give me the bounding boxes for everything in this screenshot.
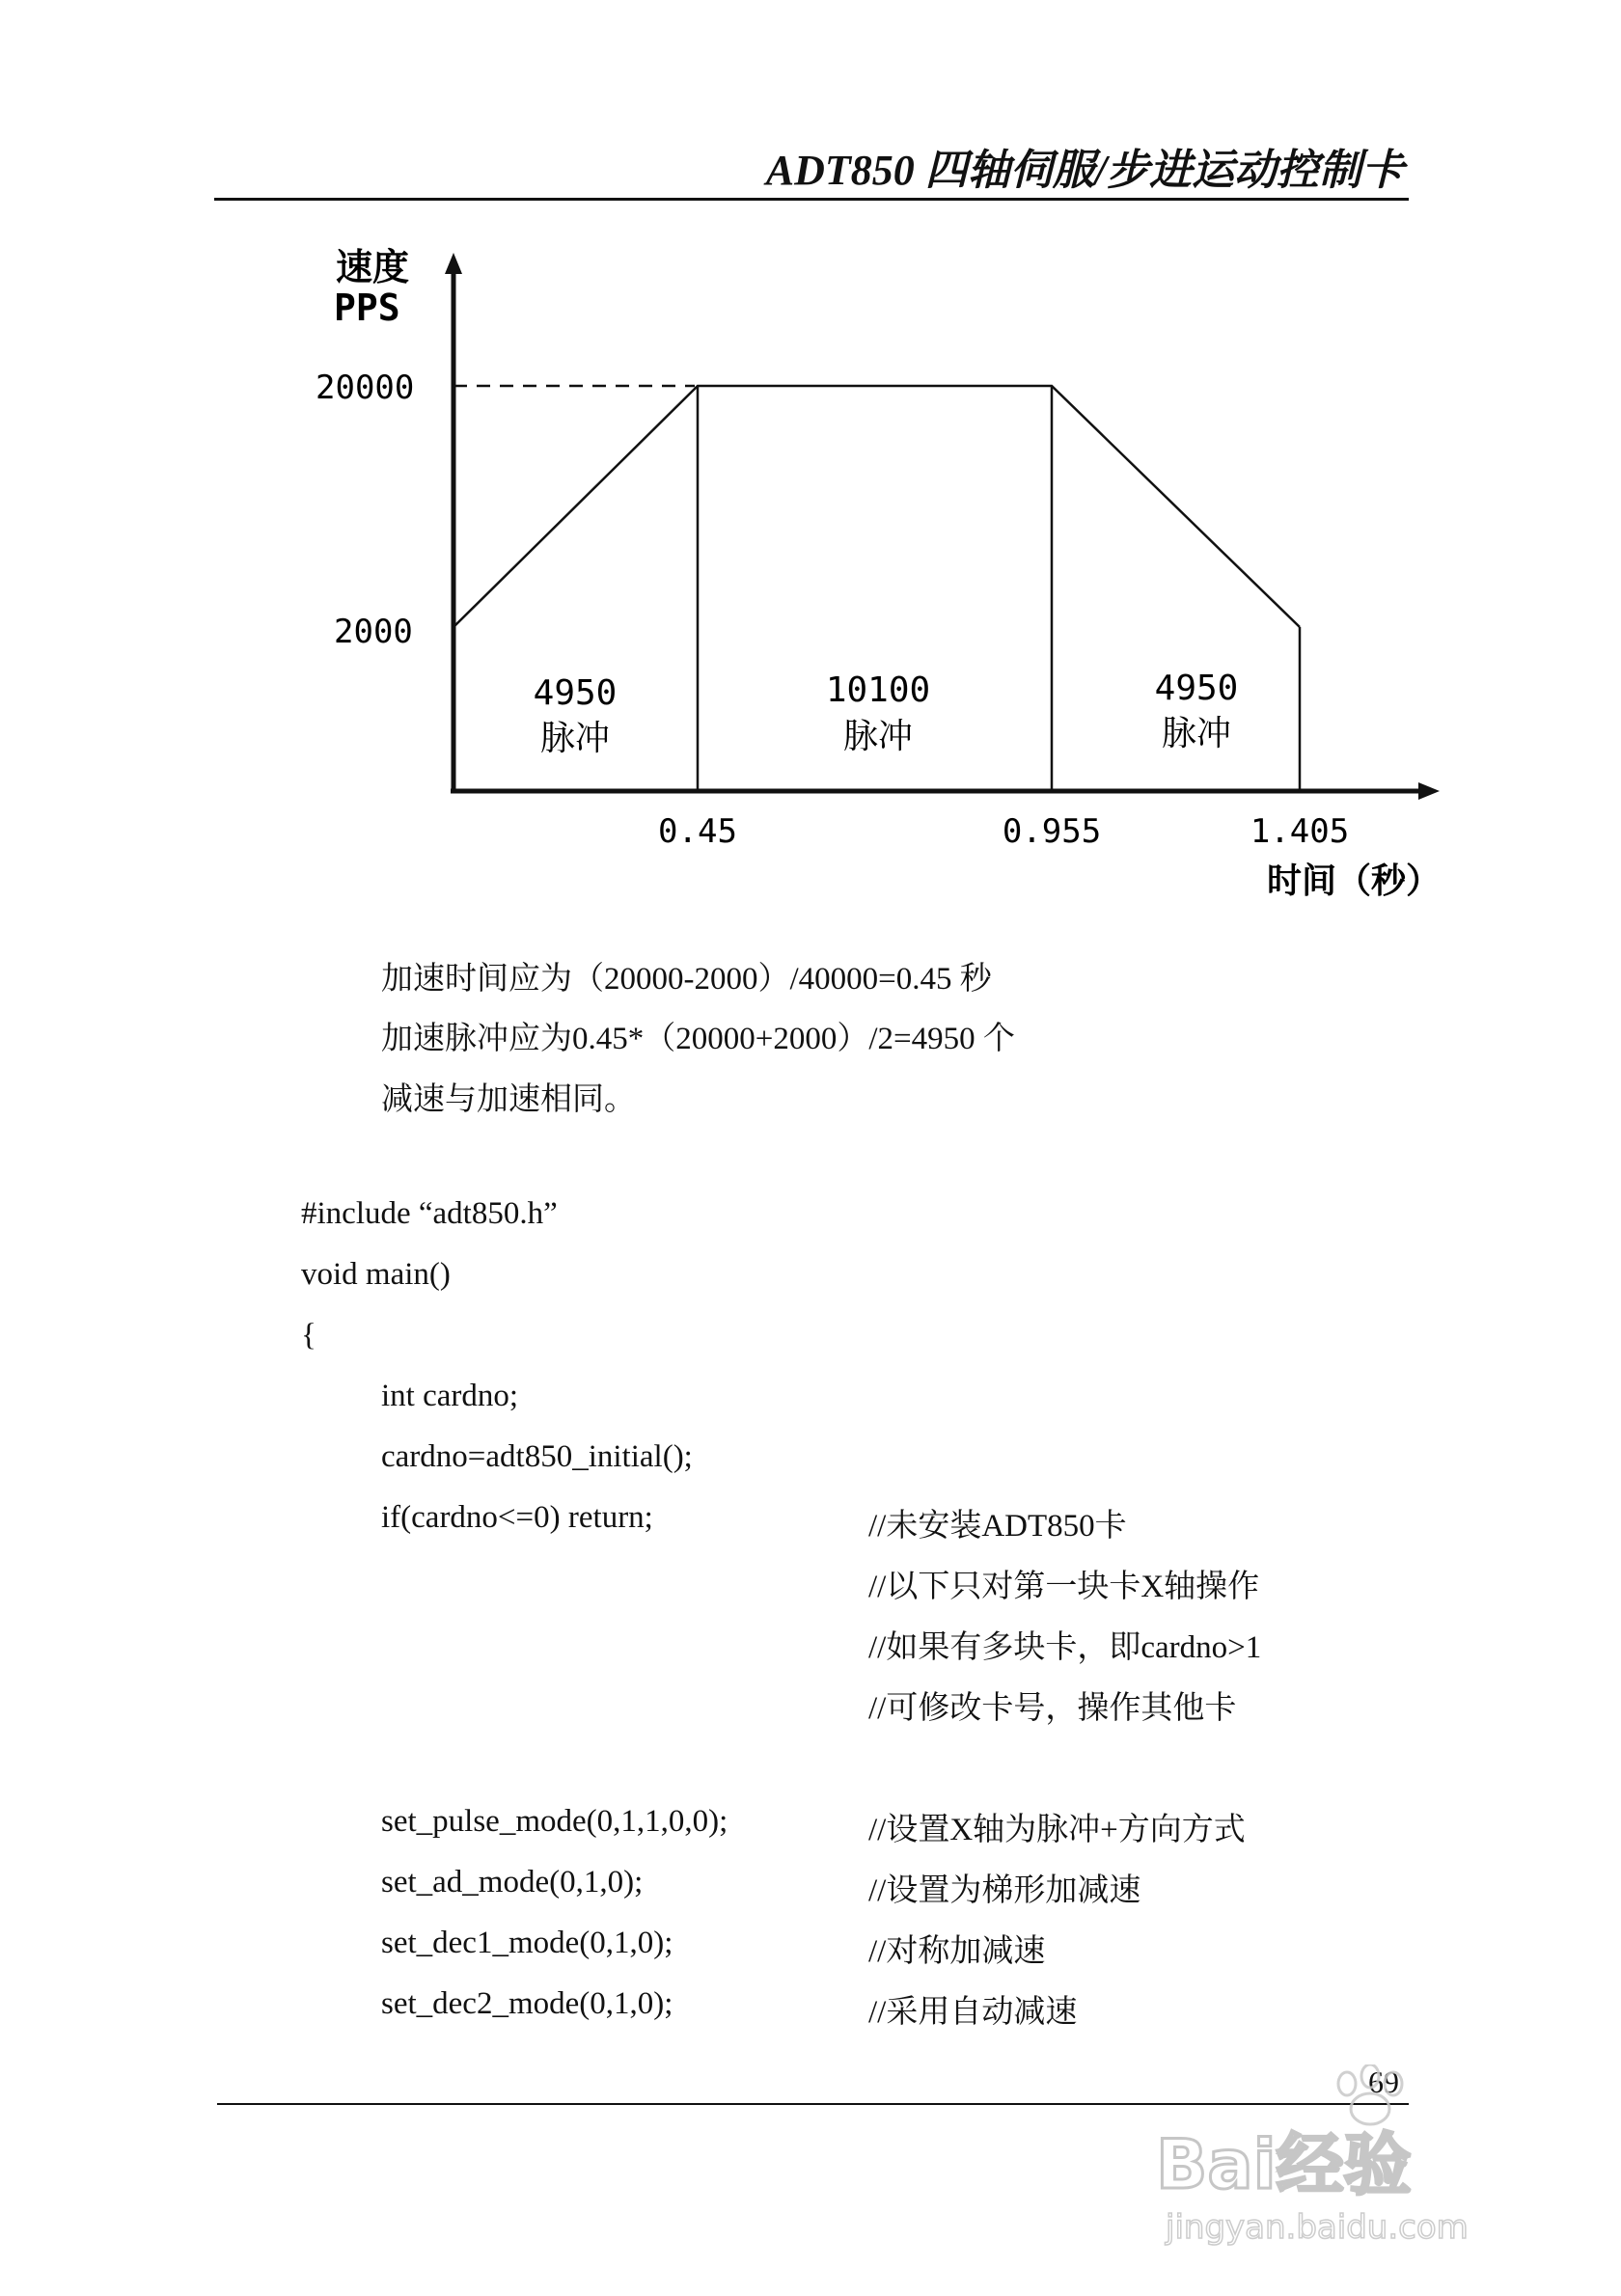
y-tick-label: 20000 [316,369,415,407]
watermark-brand: Bai经验 [1156,2125,1412,2204]
x-tick-label: 1.405 [1250,812,1350,851]
code-comment: //对称加减速 [868,1934,1046,1969]
code-comment: //如果有多块卡，即cardno>1 [868,1630,1262,1665]
y-tick-label: 2000 [334,613,413,651]
code-line: set_dec1_mode(0,1,0); [381,1926,673,1960]
baidu-watermark [1156,2064,1503,2257]
paw-icon [1338,2064,1402,2124]
code-line: set_ad_mode(0,1,0); [381,1865,644,1900]
code-comment: //设置X轴为脉冲+方向方式 [868,1813,1246,1847]
y-axis-arrow [445,253,462,274]
region-pulse-unit: 脉冲 [539,719,611,758]
code-line: if(cardno<=0) return; [381,1500,653,1535]
code-include: #include “adt850.h” [301,1196,558,1231]
code-comment: //以下只对第一块卡X轴操作 [868,1570,1260,1604]
calc-line: 减速与加速相同。 [381,1082,636,1117]
code-comment: //设置为梯形加减速 [868,1873,1141,1908]
code-line: int cardno; [381,1379,519,1413]
x-axis-arrow [1418,782,1440,800]
code-line: set_pulse_mode(0,1,1,0,0); [381,1804,728,1839]
code-main-decl: void main() [301,1257,451,1292]
region-pulse-count: 10100 [825,670,931,710]
code-line: set_dec2_mode(0,1,0); [381,1986,673,2021]
region-pulse-count: 4950 [533,673,618,713]
region-pulse-count: 4950 [1154,669,1239,708]
page-number: 69 [1368,2064,1399,2099]
header-rule [214,198,1409,201]
y-axis-label: 速度 [336,246,410,288]
watermark-url: jingyan.baidu.com [1166,2208,1469,2247]
velocity-chart [299,241,1457,916]
calc-line: 加速脉冲应为0.45*（20000+2000）/2=4950 个 [381,1022,1015,1056]
region-pulse-unit: 脉冲 [842,717,914,756]
code-comment: //未安装ADT850卡 [868,1509,1127,1544]
calc-line: 加速时间应为（20000-2000）/40000=0.45 秒 [381,962,992,997]
code-line: cardno=adt850_initial(); [381,1439,693,1474]
page-header-title: ADT850 四轴伺服/步进运动控制卡 [765,147,1404,194]
code-comment: //可修改卡号，操作其他卡 [868,1691,1237,1726]
x-axis-label: 时间（秒） [1267,861,1442,901]
y-axis-unit: PPS [334,287,400,329]
x-tick-label: 0.955 [1002,812,1102,851]
velocity-profile-line [453,386,1300,627]
x-tick-label: 0.45 [658,812,737,851]
code-comment: //采用自动减速 [868,1995,1078,2030]
code-open-brace: { [301,1318,316,1353]
region-pulse-unit: 脉冲 [1161,714,1232,753]
